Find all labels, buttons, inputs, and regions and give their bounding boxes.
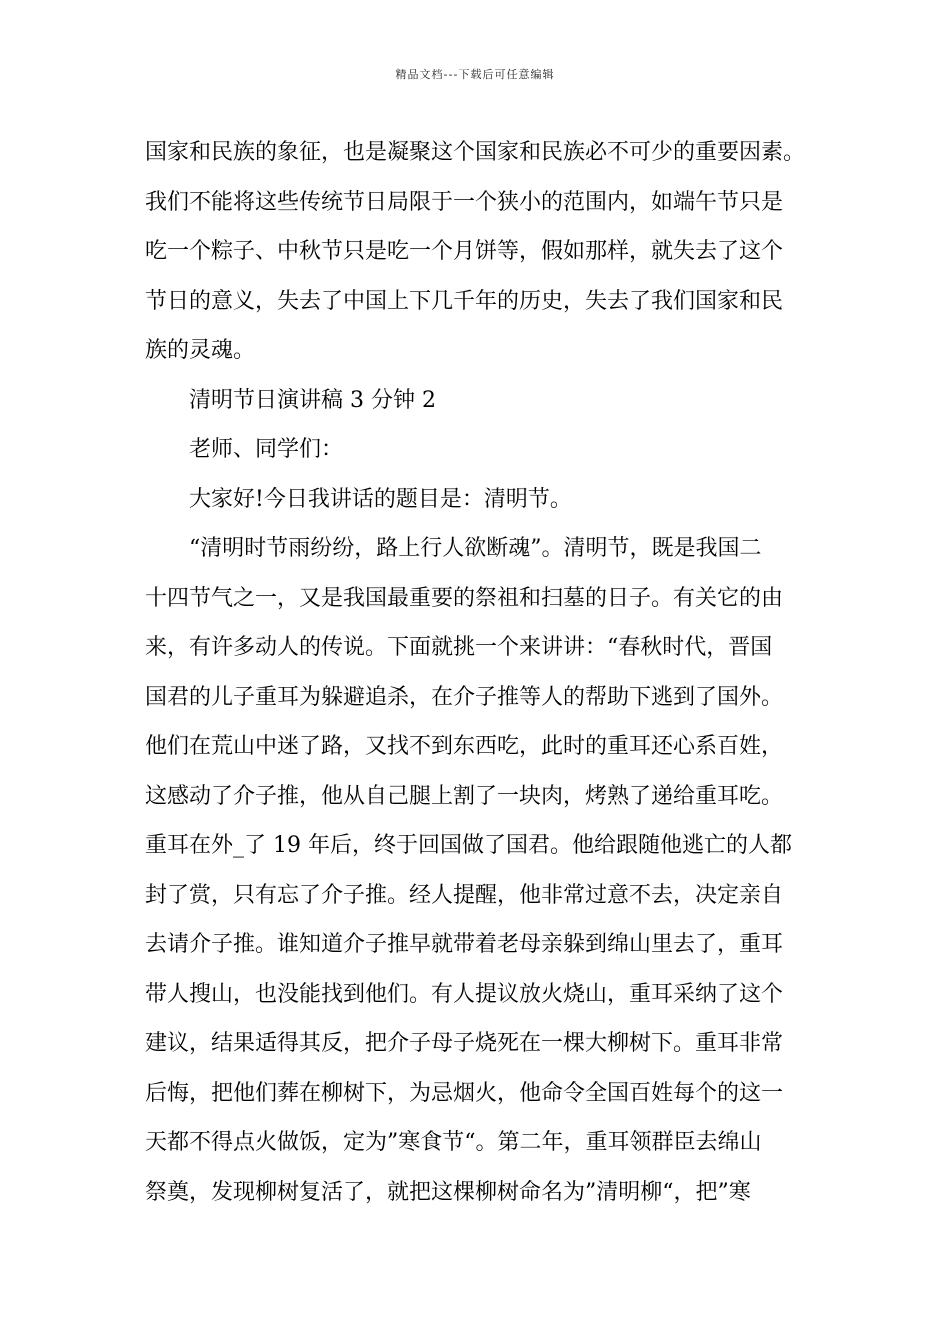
text-line: 大家好!今日我讲话的题目是：清明节。 xyxy=(189,486,572,512)
text-line: 重耳在外_了 19 年后，终于回国做了国君。他给跟随他逃亡的人都 xyxy=(145,833,792,858)
text-line: 国君的儿子重耳为躲避追杀，在介子推等人的帮助下逃到了国外。 xyxy=(145,684,784,710)
text-line: 老师、同学们： xyxy=(189,437,344,462)
text-line: 清明节日演讲稿 3 分钟 2 xyxy=(189,387,436,413)
document-body xyxy=(145,128,813,1217)
text-line: “清明时节雨纷纷，路上行人欲断魂”。清明节，既是我国二 xyxy=(189,536,762,561)
text-line: 来，有许多动人的传说。下面就挑一个来讲讲：“春秋时代，晋国 xyxy=(145,635,773,660)
text-line: 十四节气之一，又是我国最重要的祭祖和扫墓的日子。有关它的由 xyxy=(145,585,784,611)
page-header: 精品文档---下载后可任意编辑 xyxy=(395,68,555,81)
text-line: 族的灵魂。 xyxy=(145,338,256,363)
text-line: 带人搜山，也没能找到他们。有人提议放火烧山，重耳采纳了这个 xyxy=(145,981,784,1007)
text-line: 祭奠，发现柳树复活了，就把这棵柳树命名为”清明柳“，把”寒 xyxy=(145,1179,751,1205)
text-line: 后悔，把他们葬在柳树下，为忌烟火，他命令全国百姓每个的这一 xyxy=(145,1080,784,1106)
text-line: 他们在荒山中迷了路，又找不到东西吃，此时的重耳还心系百姓， xyxy=(145,734,784,759)
text-line: 去请介子推。谁知道介子推早就带着老母亲躲到绵山里去了，重耳 xyxy=(145,932,784,957)
text-line: 吃一个粽子、中秋节只是吃一个月饼等，假如那样，就失去了这个 xyxy=(145,239,784,264)
text-line: 国家和民族的象征，也是凝聚这个国家和民族必不可少的重要因素。 xyxy=(145,140,806,165)
text-line: 封了赏，只有忘了介子推。经人提醒，他非常过意不去，决定亲自 xyxy=(145,882,784,908)
text-line: 建议，结果适得其反，把介子母子烧死在一棵大柳树下。重耳非常 xyxy=(145,1031,784,1056)
text-line: 我们不能将这些传统节日局限于一个狭小的范围内，如端午节只是 xyxy=(145,189,784,215)
text-line: 这感动了介子推，他从自己腿上割了一块肉，烤熟了递给重耳吃。 xyxy=(145,783,784,809)
text-line: 节日的意义，失去了中国上下几千年的历史，失去了我们国家和民 xyxy=(145,288,784,314)
text-line: 天都不得点火做饭，定为”寒食节“。第二年，重耳领群臣去绵山 xyxy=(145,1130,762,1155)
